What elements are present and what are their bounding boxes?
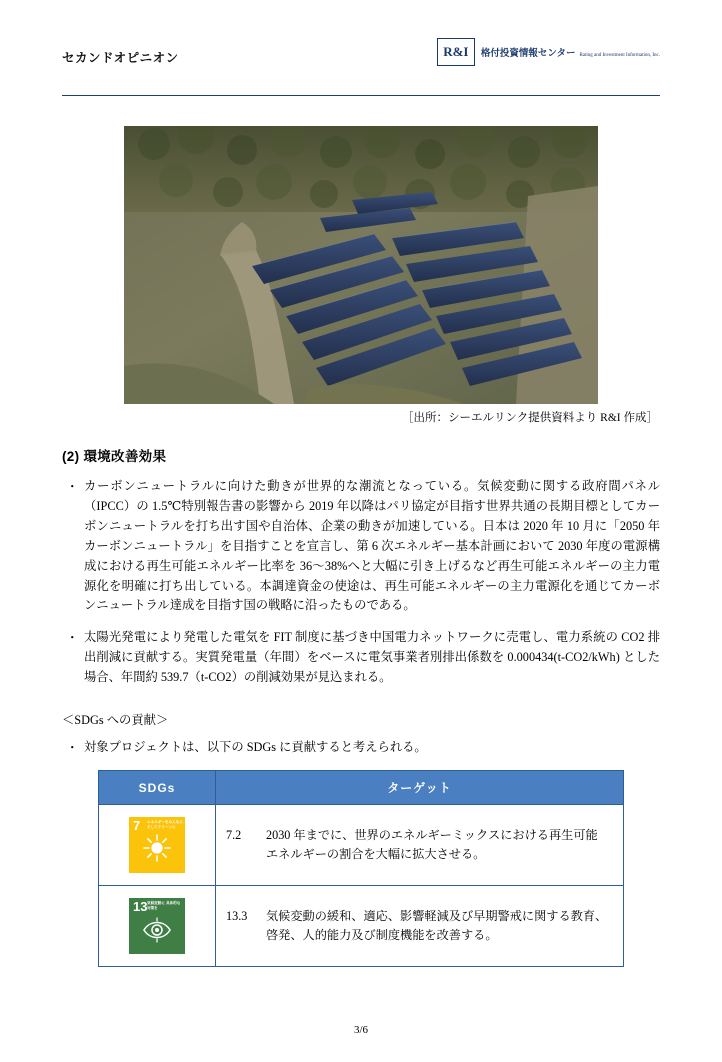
- bullet-marker: ・: [66, 631, 79, 646]
- logo-name-en: Rating and Investment Information, Inc.: [579, 53, 660, 58]
- sdg-icon-cell: [99, 805, 216, 886]
- sdgs-intro-text: 対象プロジェクトは、以下の SDGs に貢献すると考えられる。: [84, 740, 427, 755]
- bullet-marker: ・: [66, 741, 79, 756]
- bullet-item: [62, 738, 660, 758]
- page-header: [62, 38, 660, 96]
- sdgs-subheading: ＜SDGs への貢献＞: [62, 713, 169, 728]
- column-header-target: ターゲット: [216, 771, 624, 805]
- climate-eye-icon: [129, 916, 185, 950]
- page-footer: [0, 1024, 722, 1036]
- sdg-target-text: 気候変動の緩和、適応、影響軽減及び早期警戒に関する教育、啓発、人的能力及び制度機能を改善する。: [266, 909, 608, 943]
- sdg-icon-cell: [99, 886, 216, 967]
- logo-mark-ri: R&I: [437, 38, 475, 66]
- table-header-row: [99, 771, 624, 805]
- bullet-item: [62, 628, 660, 688]
- sdg-goal-label: エネルギーをみんなに そしてクリーンに: [147, 820, 183, 829]
- aerial-photo-solar-power-plant: [124, 126, 598, 404]
- table-row: [99, 805, 624, 886]
- document-page: [0, 38, 722, 1062]
- sdg-target-number: 13.3: [226, 909, 248, 924]
- sdg-target-number: 7.2: [226, 828, 242, 843]
- sdg-target-text: 2030 年までに、世界のエネルギーミックスにおける再生可能エネルギーの割合を大幅に拡大させる。: [266, 828, 598, 862]
- logo-name-jp: 格付投資情報センター: [480, 48, 576, 59]
- sun-icon: [129, 833, 185, 869]
- header-divider: [62, 95, 660, 96]
- table-row: [99, 886, 624, 967]
- company-logo: [437, 38, 660, 66]
- logo-text: [481, 43, 660, 61]
- header-title: セカンドオピニオン: [62, 51, 179, 65]
- section-title: (2) 環境改善効果: [62, 449, 167, 464]
- photo-caption: ［出所：シーエルリンク提供資料より R&I 作成］: [402, 412, 658, 424]
- page-number: 3/6: [353, 1024, 369, 1036]
- column-header-sdgs: SDGs: [99, 771, 216, 805]
- sdg-goal-number: 7: [133, 818, 141, 834]
- sdg-goal-13-icon: [129, 898, 185, 954]
- sdg-goal-label: 気候変動に 具体的な対策を: [147, 901, 181, 910]
- bullet-text: 太陽光発電により発電した電気を FIT 制度に基づき中国電力ネットワークに売電し、電力系統の CO2 排出削減に貢献する。実質発電量（年間）をベースに電気事業者別排出係数を 0.000434(t-CO2/kWh) とした場合、年間約 539.7（t-CO2）の削減効果が見込まれる。: [84, 630, 660, 685]
- sdg-target-cell: [216, 886, 624, 967]
- bullet-text: カーボンニュートラルに向けた動きが世界的な潮流となっている。気候変動に関する政府間パネル（IPCC）の 1.5℃特別報告書の影響から 2019 年以降はパリ協定が目指す世界共通の長期目標としてカーボンニュートラルを打ち出す国や自治体、企業の動きが加速している。日本は 2020 年 10 月に「2050 年カーボンニュートラル」を目指すことを宣言し、第 6 次エネルギー基本計画において 2030 年度の電源構成における再生可能エネルギー比率を 36〜38%へと大幅に引き上げるなど再生可能エネルギーの主力電源化を明確に打ち出している。本調達資金の使途は、再生可能エネルギーの主力電源化を通じてカーボンニュートラル達成を目指す国の戦略に沿ったものである。: [84, 479, 660, 613]
- sdg-goal-7-icon: [129, 817, 185, 873]
- sdgs-table: [98, 770, 624, 967]
- bullet-marker: ・: [66, 480, 79, 494]
- sdg-target-cell: [216, 805, 624, 886]
- photo-block: [62, 126, 660, 425]
- sdg-goal-number: 13: [133, 899, 148, 915]
- bullet-item: [62, 477, 660, 616]
